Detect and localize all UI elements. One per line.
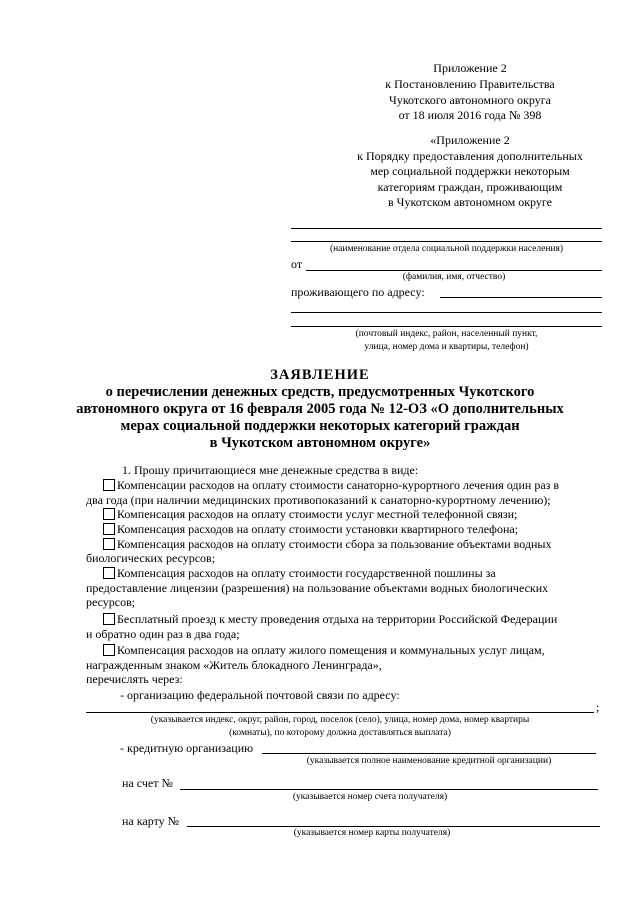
option-compensation-state-fee[interactable] <box>103 566 496 580</box>
option-text-continued: и обратно один раз в два года; <box>86 627 240 641</box>
postal-caption: (указывается индекс, округ, район, город, поселок (село), улица, номер дома, номер квартиры <box>150 715 530 725</box>
checkbox[interactable] <box>103 644 115 656</box>
appendix-line: «Приложение 2 <box>430 133 510 147</box>
card-label: на карту № <box>122 814 180 828</box>
checkbox[interactable] <box>103 479 115 491</box>
checkbox[interactable] <box>103 567 115 579</box>
checkbox[interactable] <box>103 613 115 625</box>
checkbox[interactable] <box>103 538 115 550</box>
credit-org-field[interactable] <box>262 753 596 754</box>
document-title: ЗАЯВЛЕНИЕ <box>270 367 370 383</box>
from-label: от <box>291 257 303 271</box>
option-text: Компенсации расходов на оплату стоимости санаторно-курортного лечения один раз в <box>117 478 560 492</box>
option-text: Компенсация расходов на оплату стоимости сбора за пользование объектами водных <box>117 537 552 551</box>
option-text: Бесплатный проезд к месту проведения отдыха на территории Российской Федерации <box>117 612 558 626</box>
credit-label: - кредитную организацию <box>120 741 254 755</box>
option-text-continued: предоставление лицензии (разрешения) на пользование объектами водных биологических <box>86 581 549 595</box>
option-text: Компенсация расходов на оплату стоимости услуг местной телефонной связи; <box>117 507 518 521</box>
address-caption: (почтовый индекс, район, населенный пункт, <box>355 329 538 339</box>
dept-field[interactable] <box>291 241 602 242</box>
address-label: проживающего по адресу: <box>291 285 425 299</box>
option-text-continued: биологических ресурсов; <box>86 551 216 565</box>
appendix-line: Приложение 2 <box>433 61 507 75</box>
option-text: Компенсация расходов на оплату стоимости установки квартирного телефона; <box>117 522 519 536</box>
option-text: Компенсация расходов на оплату стоимости государственной пошлины за <box>117 566 496 580</box>
address-field[interactable] <box>291 312 602 313</box>
option-compensation-phone-install[interactable] <box>103 522 518 536</box>
request-intro: 1. Прошу причитающиеся мне денежные средства в виде: <box>122 463 419 477</box>
postal-address-field[interactable] <box>86 712 594 713</box>
option-text-continued: награжденным знаком «Житель блокадного Ленинграда», <box>86 658 382 672</box>
dept-caption: (наименование отдела социальной поддержки населения) <box>329 244 564 254</box>
appendix-line: от 18 июля 2016 года № 398 <box>398 108 542 122</box>
appendix-line: категориям граждан, проживающим <box>377 180 563 194</box>
option-compensation-housing[interactable] <box>103 643 545 657</box>
appendix-line: мер социальной поддержки некоторым <box>370 164 570 178</box>
option-text-continued: два года (при наличии медицинских противопоказаний к санаторно-курортному лечению); <box>86 493 551 507</box>
address-caption: улица, номер дома и квартиры, телефон) <box>364 342 529 352</box>
option-text-continued: ресурсов; <box>86 595 136 609</box>
postal-caption: (комнаты), по которому должна доставляться выплата) <box>229 728 451 738</box>
appendix-line: в Чукотском автономном округе <box>388 195 552 209</box>
postal-end: ; <box>596 700 600 714</box>
dept-field[interactable] <box>291 228 602 229</box>
option-compensation-sanatorium[interactable] <box>103 478 559 492</box>
option-compensation-water-resources[interactable] <box>103 537 551 551</box>
address-field[interactable] <box>440 297 602 298</box>
credit-caption: (указывается полное наименование кредитной организации) <box>306 756 552 766</box>
checkbox[interactable] <box>103 508 115 520</box>
document-subtitle: в Чукотском автономном округе» <box>209 435 431 451</box>
appendix-line: к Постановлению Правительства <box>385 77 555 91</box>
checkbox[interactable] <box>103 523 115 535</box>
document-subtitle: автономного округа от 16 февраля 2005 года № 12-ОЗ «О дополнительных <box>76 401 564 417</box>
account-number-field[interactable] <box>180 789 598 790</box>
document-subtitle: о перечислении денежных средств, предусмотренных Чукотского <box>105 384 535 400</box>
name-caption: (фамилия, имя, отчество) <box>402 272 506 282</box>
transfer-label: перечислять через: <box>86 672 183 686</box>
address-field[interactable] <box>291 326 602 327</box>
option-text: Компенсация расходов на оплату жилого помещения и коммунальных услуг лицам, <box>117 643 545 657</box>
account-label: на счет № <box>122 776 173 790</box>
option-free-travel[interactable] <box>103 612 557 626</box>
option-compensation-local-phone[interactable] <box>103 507 517 521</box>
document-subtitle: мерах социальной поддержки некоторых категорий граждан <box>120 418 520 434</box>
appendix-line: к Порядку предоставления дополнительных <box>357 149 583 163</box>
postal-label: - организацию федеральной почтовой связи по адресу: <box>120 688 400 702</box>
card-caption: (указывается номер карты получателя) <box>293 828 451 838</box>
appendix-line: Чукотского автономного округа <box>389 93 551 107</box>
account-caption: (указывается номер счета получателя) <box>292 792 448 802</box>
